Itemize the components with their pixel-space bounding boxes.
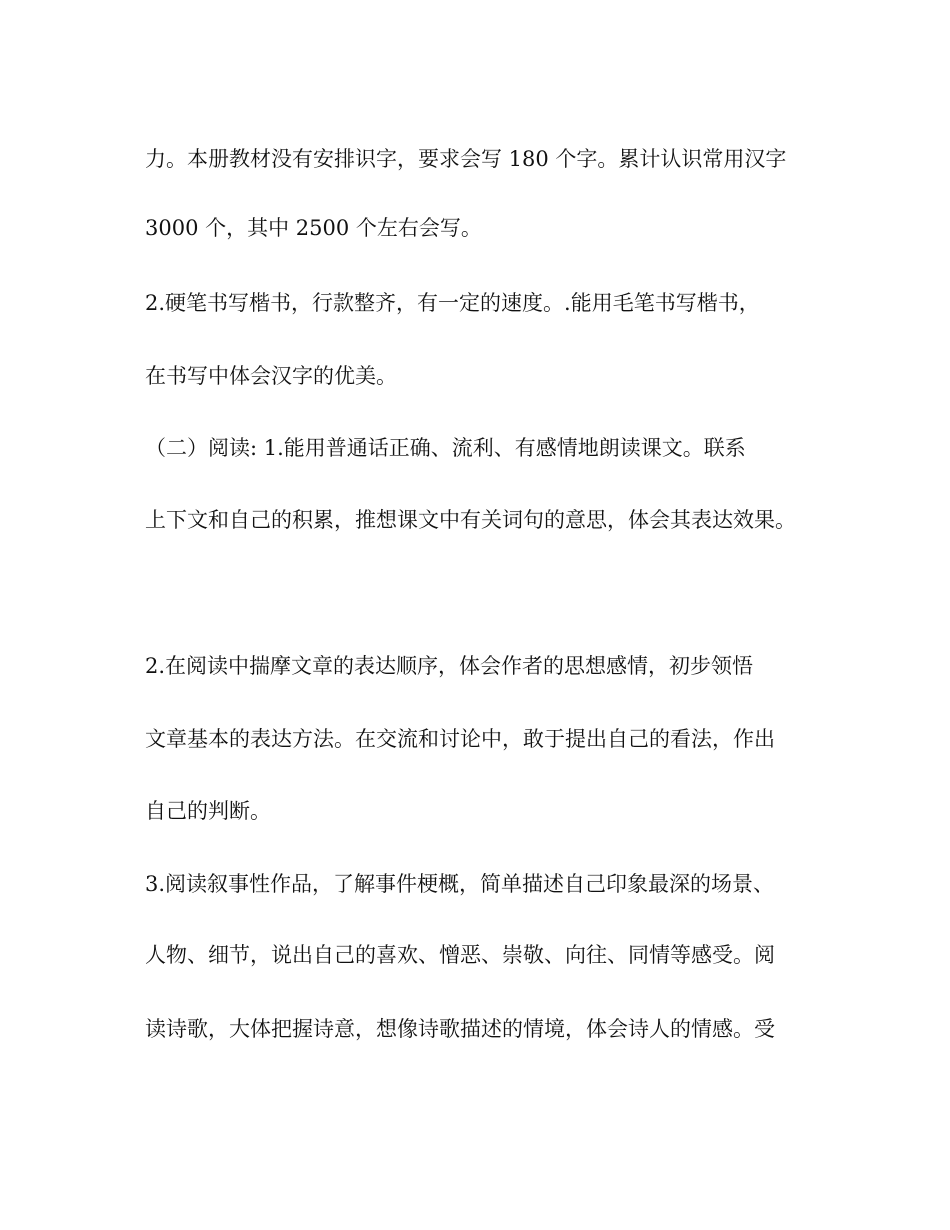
text-line-8: 文章基本的表达方法。在交流和讨论中，敢于提出自己的看法，作出 [145,727,775,751]
text-line-12: 读诗歌，大体把握诗意，想像诗歌描述的情境，体会诗人的情感。受 [145,1017,775,1041]
text-line-6: 上下文和自己的积累，推想课文中有关词句的意思，体会其表达效果。 [145,508,796,532]
text-line-4: 在书写中体会汉字的优美。 [145,364,397,388]
text-line-7: 2.在阅读中揣摩文章的表达顺序，体会作者的思想感情，初步领悟 [145,654,754,678]
text-line-3: 2.硬笔书写楷书，行款整齐，有一定的速度。.能用毛笔书写楷书， [145,291,760,315]
text-line-2: 3000 个，其中 2500 个左右会写。 [145,216,482,240]
text-line-9: 自己的判断。 [145,799,271,823]
text-line-10: 3.阅读叙事性作品，了解事件梗概，简单描述自己印象最深的场景、 [145,872,775,896]
text-line-1: 力。本册教材没有安排识字，要求会写 180 个字。累计认识常用汉字 [145,147,787,171]
text-line-11: 人物、细节，说出自己的喜欢、憎恶、崇敬、向往、同情等感受。阅 [145,943,775,967]
text-line-5: （二）阅读: 1.能用普通话正确、流利、有感情地朗读课文。联系 [145,436,746,460]
